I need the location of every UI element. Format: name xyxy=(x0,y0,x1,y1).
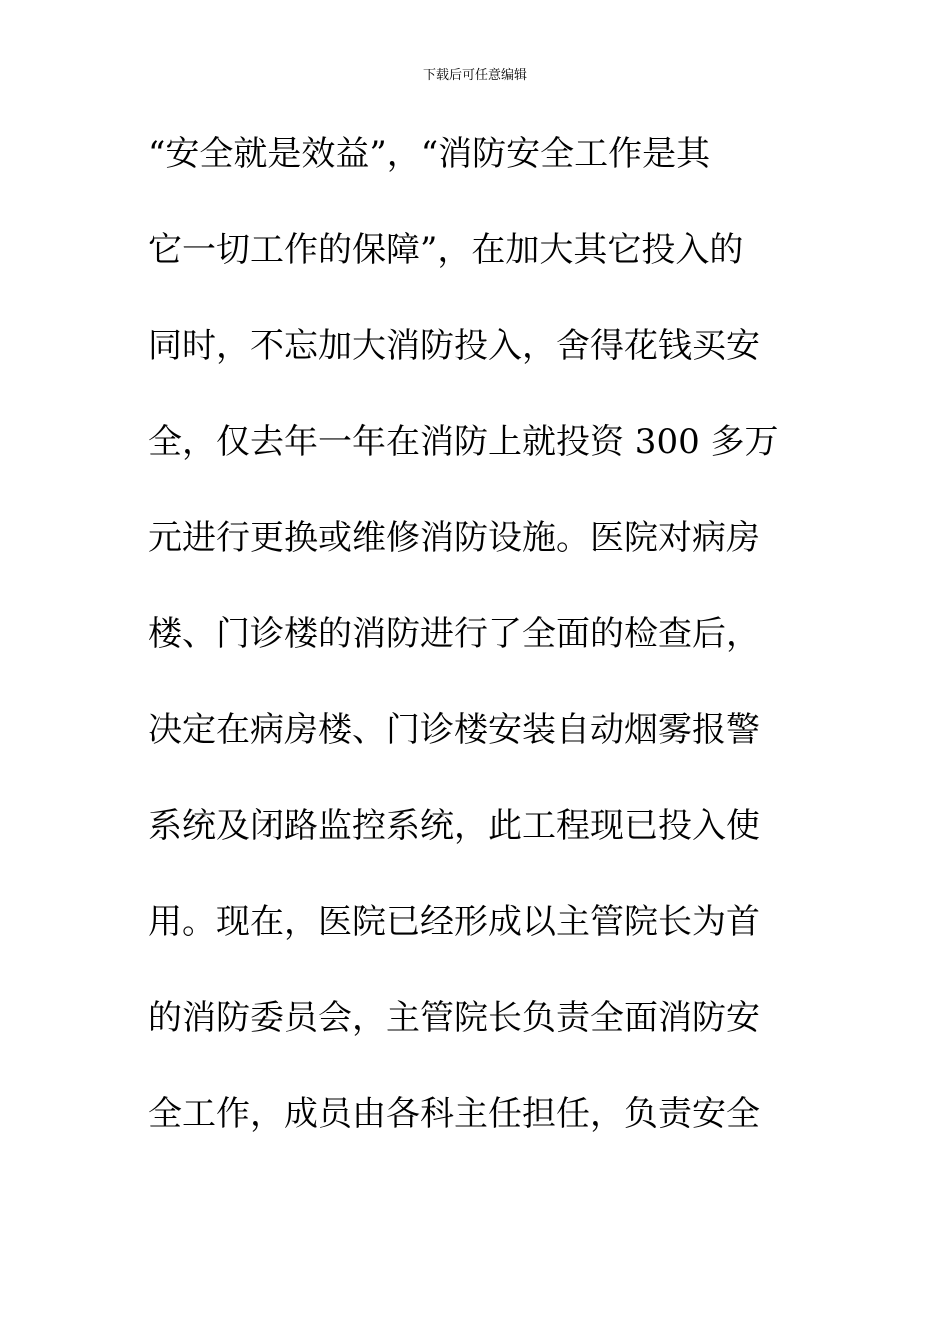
body-line: 它一切工作的保障”，在加大其它投入的 xyxy=(148,230,744,270)
body-line: 系统及闭路监控系统，此工程现已投入使 xyxy=(148,806,760,846)
body-line: 楼、门诊楼的消防进行了全面的检查后， xyxy=(148,614,760,654)
body-line: 决定在病房楼、门诊楼安装自动烟雾报警 xyxy=(148,710,760,750)
body-line: “安全就是效益”，“消防安全工作是其 xyxy=(148,134,711,174)
document-body xyxy=(148,124,788,1180)
body-line: 用。现在，医院已经形成以主管院长为首 xyxy=(148,902,760,942)
body-line: 元进行更换或维修消防设施。医院对病房 xyxy=(148,518,760,558)
body-line: 同时，不忘加大消防投入，舍得花钱买安 xyxy=(148,326,760,366)
body-line: 的消防委员会，主管院长负责全面消防安 xyxy=(148,998,760,1038)
header-note: 下载后可任意编辑 xyxy=(422,68,527,83)
body-line: 全工作，成员由各科主任担任，负责安全 xyxy=(148,1094,760,1134)
body-line: 全，仅去年一年在消防上就投资 300 多万 xyxy=(148,422,779,462)
